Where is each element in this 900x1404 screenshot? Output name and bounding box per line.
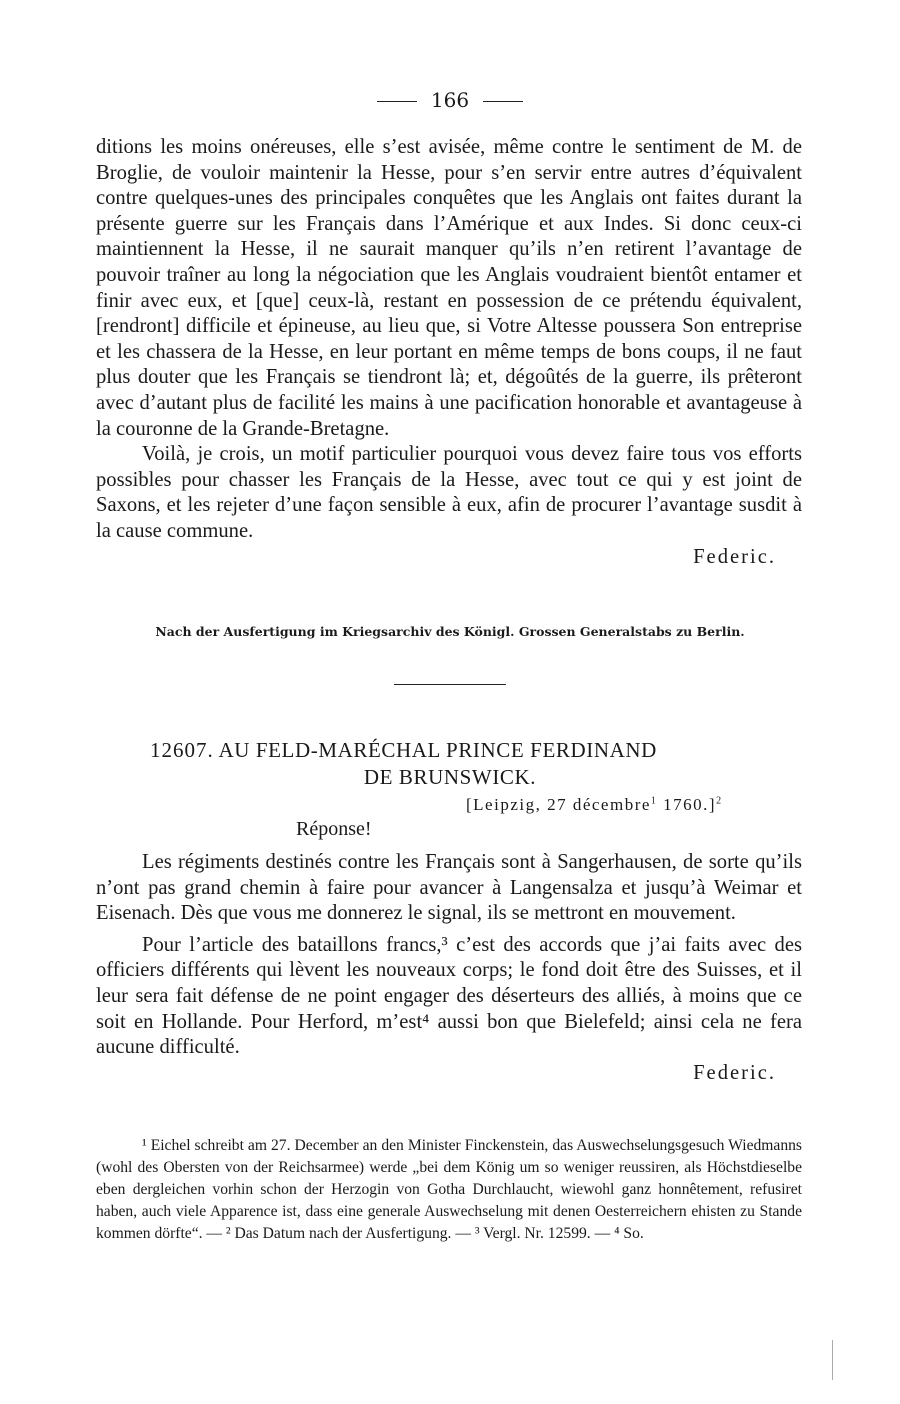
section-divider [394,684,506,685]
letter-paragraph-2: Pour l’article des bataillons francs,³ c’est des accords que j’ai faits avec des officiers différents qui lèvent les nouveaux corps; le fond doit être des Suisses, et il leur sera fait défense de ne point engager des déserteurs des alliés, à moins que ce soit en Hollande. Pour Herford, m’est⁴ aussi bon que Bielefeld; ainsi cela ne fera aucune difficulté. [96,933,802,1059]
letter-heading [150,737,750,791]
margin-mark [832,1340,833,1380]
page-number-dash-right [483,101,523,102]
letter-continuation [96,135,802,570]
continuation-paragraph-1: ditions les moins onéreuses, elle s’est avisée, même contre le sentiment de M. de Broglie, de vouloir maintenir la Hesse, pour s’en servir entre autres d’équivalent contre quelques-unes des principales conquêtes que les Anglais ont faites durant la présente guerre sur les Français dans l’Amérique et aux Indes. Si donc ceux-ci maintiennent la Hesse, il ne saurait manquer qu’ils n’en retirent l’avantage de pouvoir traîner au long la négociation que les Anglais voudraient bientôt entamer et finir avec eux, et [que] ceux-là, restant en possession de ce prétendu équivalent, [rendront] difficile et épineuse, au lieu que, si Votre Altesse poussera Son entreprise et les chassera de la Hesse, en leur portant en même temps de bons coups, il ne faut plus douter que les Français se tiendront là; et, dégoûtés de la guerre, ils prêteront avec d’autant plus de facilité les mains à une pacification honorable et avantageuse à la couronne de la Grande-Bretagne. [96,136,802,440]
footnotes-text: ¹ Eichel schreibt am 27. December an den Minister Finckenstein, das Auswechselungsgesuch Wiedmanns (wohl des Obersten von der Reichsarmee) werde „bei dem König um so weniger reussiren, als Höchstdieselbe eben dergleichen vorhin schon der Herzogin von Gotha Durchlaucht, wiewohl ganz honnêtement, refusiret haben, auch viele Apparence ist, dass eine generale Auswechselung mit denen Oesterreichern ehisten zu Stande kommen dörfte“. — ² Das Datum nach der Ausfertigung. — ³ Vergl. Nr. 12599. — ⁴ So. [96,1137,802,1242]
dateline-place: [Leipzig, 27 [466,795,568,814]
heading-line-1: AU FELD-MARÉCHAL PRINCE FERDINAND [218,738,657,762]
continuation-paragraph-2: Voilà, je crois, un motif particulier pourquoi vous devez faire tous vos efforts possibles pour chasser les Français de la Hesse, avec tout ce qui y est joint de Saxons, et les rejeter d’une façon sensible à eux, afin de procurer l’avantage susdit à la cause commune. [96,443,802,542]
page-number: 166 [430,88,470,112]
footnotes [96,1135,802,1245]
letter-paragraph-1: Les régiments destinés contre les Français sont à Sangerhausen, de sorte qu’ils n’ont pas grand chemin à faire pour avancer à Langensalza et jusqu’à Weimar et Eisenach. Dès que vous me donnerez le signal, ils se mettront en mouvement. [96,851,802,925]
dateline-year: 1760.] [663,795,717,814]
signature-1: Federic. [693,545,776,568]
dateline-footnote-1: 1 [650,795,658,807]
reponse-label: Réponse! [296,818,372,840]
source-note: Nach der Ausfertigung im Kriegsarchiv des Königl. Grossen Generalstabs zu Berlin. [155,624,745,639]
page-number-line [0,88,900,112]
dateline-footnote-2: 2 [716,795,723,807]
letter-body [96,850,802,1086]
dateline [466,795,723,815]
page-number-dash-left [377,101,417,102]
signature-2: Federic. [693,1061,776,1084]
heading-line-2: DE BRUNSWICK. [363,765,537,789]
letter-number: 12607. [150,738,214,762]
dateline-month: décembre [572,795,651,814]
